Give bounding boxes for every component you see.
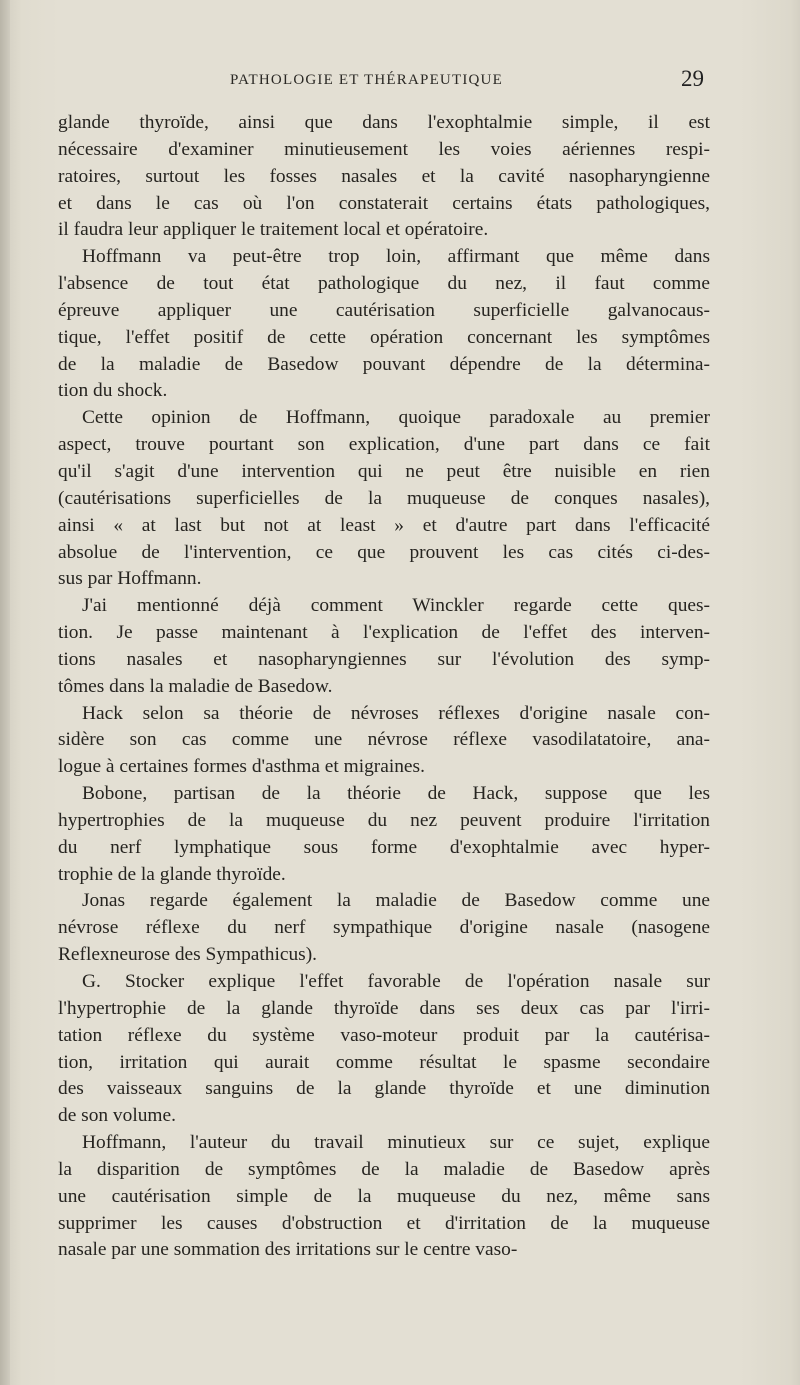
text-line: nasale par une sommation des irritations sur le centre vaso- xyxy=(58,1239,518,1261)
text-line: névrose réflexe du nerf sympathique d'origine nasale (nasogene xyxy=(58,917,710,939)
text-line: Hoffmann va peut-être trop loin, affirmant que même dans xyxy=(82,246,710,268)
text-line: de la maladie de Basedow pouvant dépendre de la détermina- xyxy=(58,353,710,375)
text-line: sidère son cas comme une névrose réflexe vasodilatatoire, ana- xyxy=(58,729,710,751)
body-text xyxy=(58,110,710,1264)
text-line: il faudra leur appliquer le traitement local et opératoire. xyxy=(58,219,489,241)
text-line: ainsi « at last but not at least » et d'autre part dans l'efficacité xyxy=(58,514,710,536)
text-line: sus par Hoffmann. xyxy=(58,568,202,590)
paragraph xyxy=(58,405,710,593)
text-line: et dans le cas où l'on constaterait certains états pathologiques, xyxy=(58,192,710,214)
text-line: hypertrophies de la muqueuse du nez peuvent produire l'irritation xyxy=(58,809,710,831)
text-line: Reflexneurose des Sympathicus). xyxy=(58,944,318,966)
text-line: l'hypertrophie de la glande thyroïde dans ses deux cas par l'irri- xyxy=(58,997,710,1019)
text-line: tômes dans la maladie de Basedow. xyxy=(58,675,333,697)
paragraph xyxy=(58,969,710,1130)
text-line: aspect, trouve pourtant son explication, d'une part dans ce fait xyxy=(58,434,710,456)
text-line: tion. Je passe maintenant à l'explication de l'effet des interven- xyxy=(58,622,710,644)
text-line: nécessaire d'examiner minutieusement les voies aériennes respi- xyxy=(58,138,710,160)
text-line: qu'il s'agit d'une intervention qui ne peut être nuisible en rien xyxy=(58,460,710,482)
text-line: Bobone, partisan de la théorie de Hack, suppose que les xyxy=(82,783,710,805)
text-line: tion du shock. xyxy=(58,380,168,402)
text-line: épreuve appliquer une cautérisation superficielle galvanocaus- xyxy=(58,299,710,321)
text-line: glande thyroïde, ainsi que dans l'exophtalmie simple, il est xyxy=(58,112,710,133)
text-line: absolue de l'intervention, ce que prouvent les cas cités ci-des- xyxy=(58,541,710,563)
text-line: Jonas regarde également la maladie de Basedow comme une xyxy=(82,890,710,912)
text-line: trophie de la glande thyroïde. xyxy=(58,863,286,885)
running-head xyxy=(60,60,704,100)
paragraph xyxy=(58,888,710,969)
text-line: tion, irritation qui aurait comme résultat le spasme secondaire xyxy=(58,1051,710,1073)
paragraph xyxy=(58,110,710,244)
text-line: logue à certaines formes d'asthma et migraines. xyxy=(58,756,425,778)
text-line: G. Stocker explique l'effet favorable de l'opération nasale sur xyxy=(82,971,710,992)
text-line: tique, l'effet positif de cette opération concernant les symptômes xyxy=(58,326,710,348)
page-number: 29 xyxy=(681,66,704,91)
text-line: supprimer les causes d'obstruction et d'irritation de la muqueuse xyxy=(58,1212,710,1234)
text-line: tation réflexe du système vaso-moteur produit par la cautérisa- xyxy=(58,1024,710,1046)
paragraph xyxy=(58,781,710,888)
text-line: des vaisseaux sanguins de la glande thyroïde et une diminution xyxy=(58,1078,710,1100)
page-gutter-shadow xyxy=(0,0,10,1385)
text-line: (cautérisations superficielles de la muqueuse de conques nasales), xyxy=(58,487,710,509)
running-head-title: PATHOLOGIE ET THÉRAPEUTIQUE xyxy=(230,72,503,88)
text-line: ratoires, surtout les fosses nasales et la cavité nasopharyngienne xyxy=(58,165,710,187)
text-line: tions nasales et nasopharyngiennes sur l'évolution des symp- xyxy=(58,648,710,670)
paragraph xyxy=(58,244,710,405)
text-line: J'ai mentionné déjà comment Winckler regarde cette ques- xyxy=(82,595,710,617)
paragraph xyxy=(58,1130,710,1264)
text-line: de son volume. xyxy=(58,1105,176,1127)
text-line: du nerf lymphatique sous forme d'exophtalmie avec hyper- xyxy=(58,836,710,858)
text-line: une cautérisation simple de la muqueuse du nez, même sans xyxy=(58,1185,710,1207)
paragraph xyxy=(58,701,710,782)
text-line: l'absence de tout état pathologique du nez, il faut comme xyxy=(58,273,710,295)
text-line: Hack selon sa théorie de névroses réflexes d'origine nasale con- xyxy=(82,702,710,724)
text-line: Cette opinion de Hoffmann, quoique paradoxale au premier xyxy=(82,407,710,429)
text-line: la disparition de symptômes de la maladie de Basedow après xyxy=(58,1158,710,1180)
text-line: Hoffmann, l'auteur du travail minutieux sur ce sujet, explique xyxy=(82,1132,710,1154)
paragraph xyxy=(58,593,710,700)
